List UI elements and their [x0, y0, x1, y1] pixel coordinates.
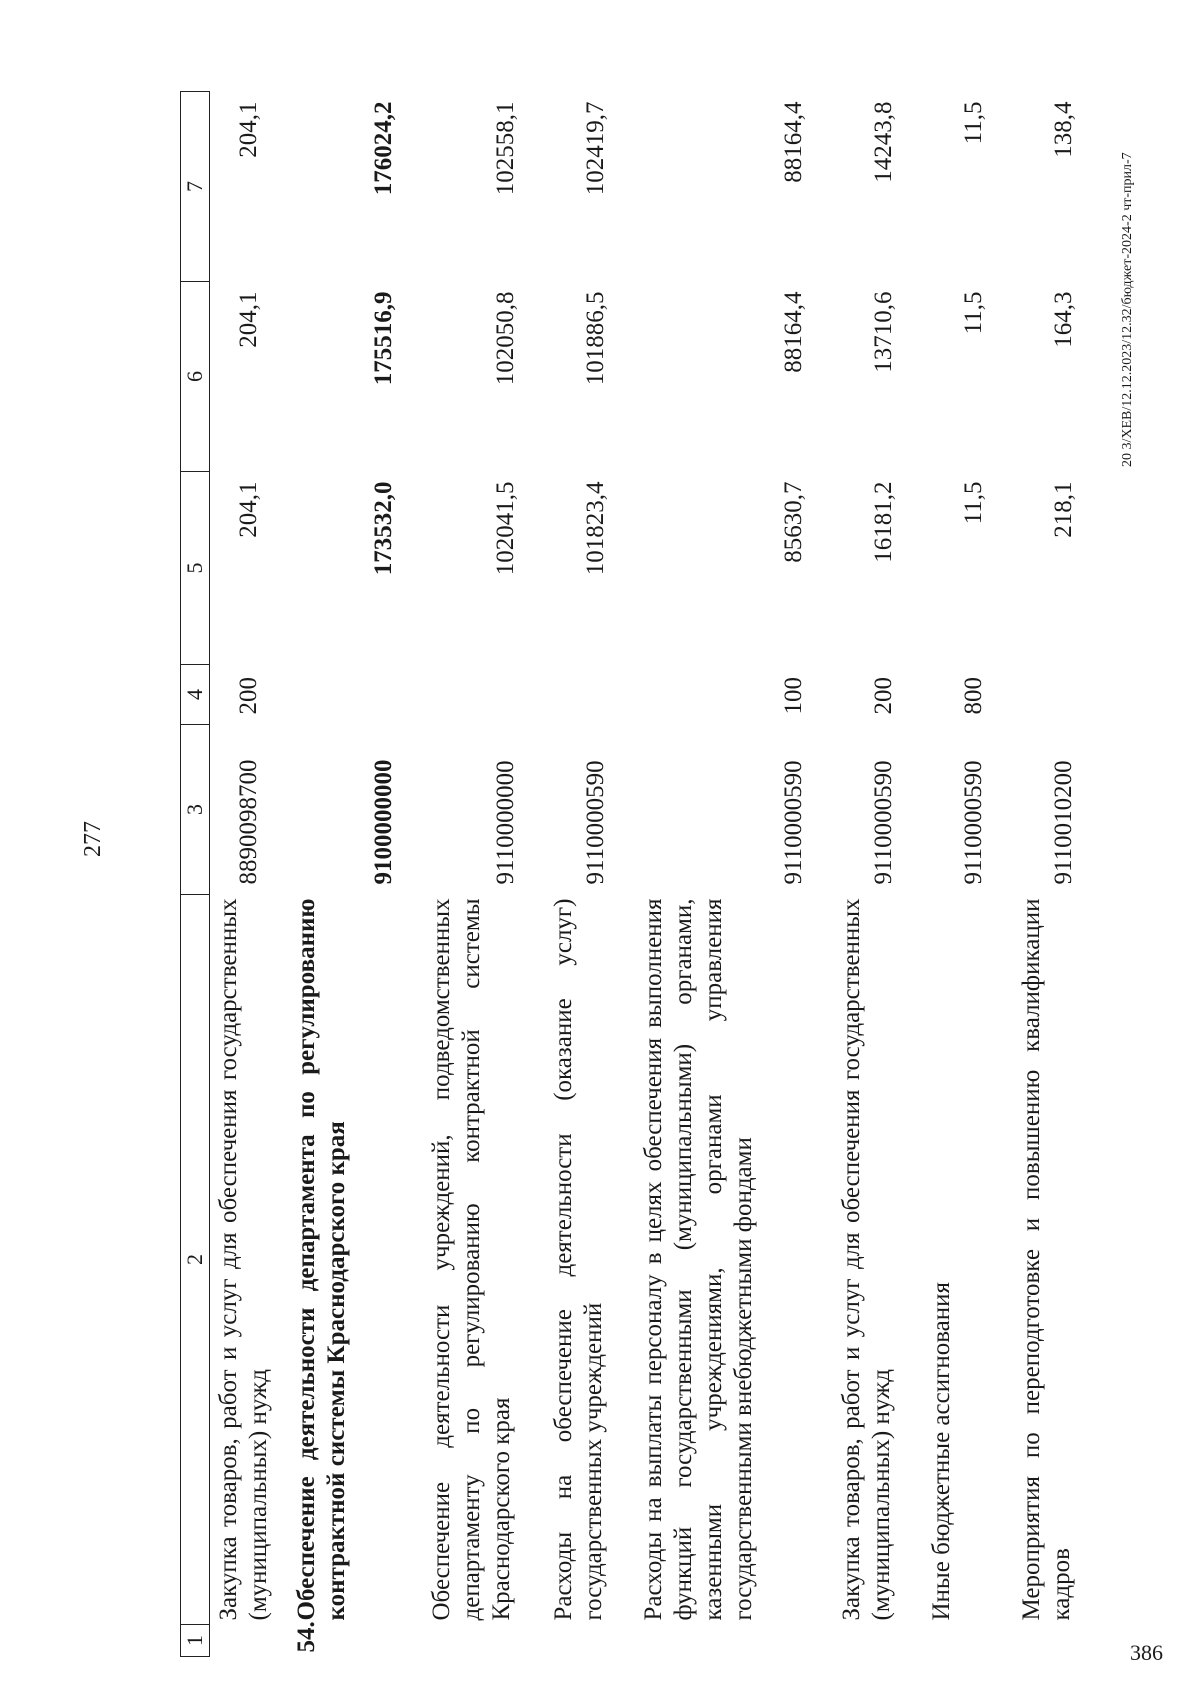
row-expense-type: 200 [234, 677, 262, 715]
row-target-code: 9100000000 [369, 759, 397, 885]
table-row [423, 92, 545, 1657]
row-expense-type [1013, 665, 1103, 725]
row-value-2026: 138,4 [1049, 101, 1077, 158]
row-name: Обеспечение деятельности департамента по регулированию контрактной системы Краснодарского края [292, 898, 350, 1621]
row-index [635, 1625, 833, 1657]
row-name: Расходы на обеспечение деятельности (оказание услуг) государственных учреждений [549, 898, 607, 1621]
row-index [833, 1625, 923, 1657]
table-row [210, 92, 288, 1657]
table-body [210, 92, 1103, 1657]
column-header: 4 [181, 665, 210, 725]
column-header: 6 [181, 282, 210, 472]
row-value-2024: 85630,7 [779, 481, 807, 563]
row-value-2024: 173532,0 [369, 481, 397, 576]
row-name: Закупка товаров, работ и услуг для обеспечения государственных (муниципальных) нужд [837, 898, 895, 1621]
row-value-2024: 101823,4 [581, 481, 609, 576]
row-index [423, 1625, 545, 1657]
table-row [288, 92, 423, 1657]
table-row [923, 92, 1013, 1657]
row-target-code: 9110000590 [959, 760, 987, 885]
row-expense-type [545, 665, 635, 725]
row-expense-type: 200 [869, 677, 897, 715]
row-expense-type [423, 665, 545, 725]
table-row [635, 92, 833, 1657]
row-expense-type: 100 [779, 677, 807, 715]
column-header: 2 [181, 895, 210, 1625]
row-value-2025: 164,3 [1049, 291, 1077, 348]
row-expense-type: 800 [959, 677, 987, 715]
row-value-2025: 175516,9 [369, 291, 397, 386]
row-value-2024: 204,1 [234, 481, 262, 538]
row-value-2026: 176024,2 [369, 101, 397, 196]
row-value-2024: 102041,5 [491, 481, 519, 576]
column-header: 1 [181, 1625, 210, 1657]
row-value-2024: 218,1 [1049, 481, 1077, 538]
table-row [833, 92, 923, 1657]
row-name: Иные бюджетные ассигнования [927, 1281, 955, 1621]
row-value-2026: 11,5 [959, 101, 987, 145]
row-value-2025: 204,1 [234, 291, 262, 348]
row-value-2024: 16181,2 [869, 481, 897, 563]
row-target-code: 9110000590 [869, 760, 897, 885]
column-header: 3 [181, 725, 210, 895]
row-target-code: 9110000590 [779, 760, 807, 885]
row-target-code: 9110000590 [581, 760, 609, 885]
row-value-2026: 102419,7 [581, 101, 609, 196]
row-name: Мероприятия по переподготовке и повышению квалификации кадров [1017, 898, 1075, 1621]
table-row [1013, 92, 1103, 1657]
row-expense-type [288, 665, 423, 725]
sheet-number: 386 [1130, 1640, 1163, 1665]
column-header: 5 [181, 472, 210, 665]
row-value-2025: 101886,5 [581, 291, 609, 386]
row-target-code: 8890098700 [234, 759, 262, 885]
row-value-2026: 102558,1 [491, 101, 519, 196]
row-value-2026: 14243,8 [869, 101, 897, 183]
footer-code: 20 3/ХЕВ/12.12.2023/12.32/бюджет-2024-2 чт-прил-7 [1120, 152, 1135, 467]
row-value-2026: 204,1 [234, 101, 262, 158]
row-index [1013, 1625, 1103, 1657]
row-value-2025: 13710,6 [869, 291, 897, 373]
row-name: Расходы на выплаты персоналу в целях обеспечения выполнения функций государственными (муниципальными) органами, казенными учреждениями, органами управления государственными внебюджетными фондами [639, 898, 757, 1621]
budget-table [180, 91, 1103, 1657]
row-value-2024: 11,5 [959, 481, 987, 525]
row-name: Обеспечение деятельности учреждений, подведомственных департаменту по регулированию контрактной системы Краснодарского края [427, 898, 515, 1621]
row-index [210, 1625, 288, 1657]
row-value-2025: 11,5 [959, 291, 987, 335]
row-target-code: 9110000000 [491, 760, 519, 885]
row-value-2025: 102050,8 [491, 291, 519, 386]
row-target-code: 9110010200 [1049, 760, 1077, 885]
row-name: Закупка товаров, работ и услуг для обеспечения государственных (муниципальных) нужд [215, 898, 272, 1621]
row-value-2025: 88164,4 [779, 291, 807, 373]
page-number: 277 [80, 821, 106, 857]
table-header-row [181, 92, 210, 1657]
row-value-2026: 88164,4 [779, 101, 807, 183]
row-index: 54. [292, 1621, 320, 1653]
row-index [923, 1625, 1013, 1657]
column-header: 7 [181, 92, 210, 282]
row-index [545, 1625, 635, 1657]
table-row [545, 92, 635, 1657]
